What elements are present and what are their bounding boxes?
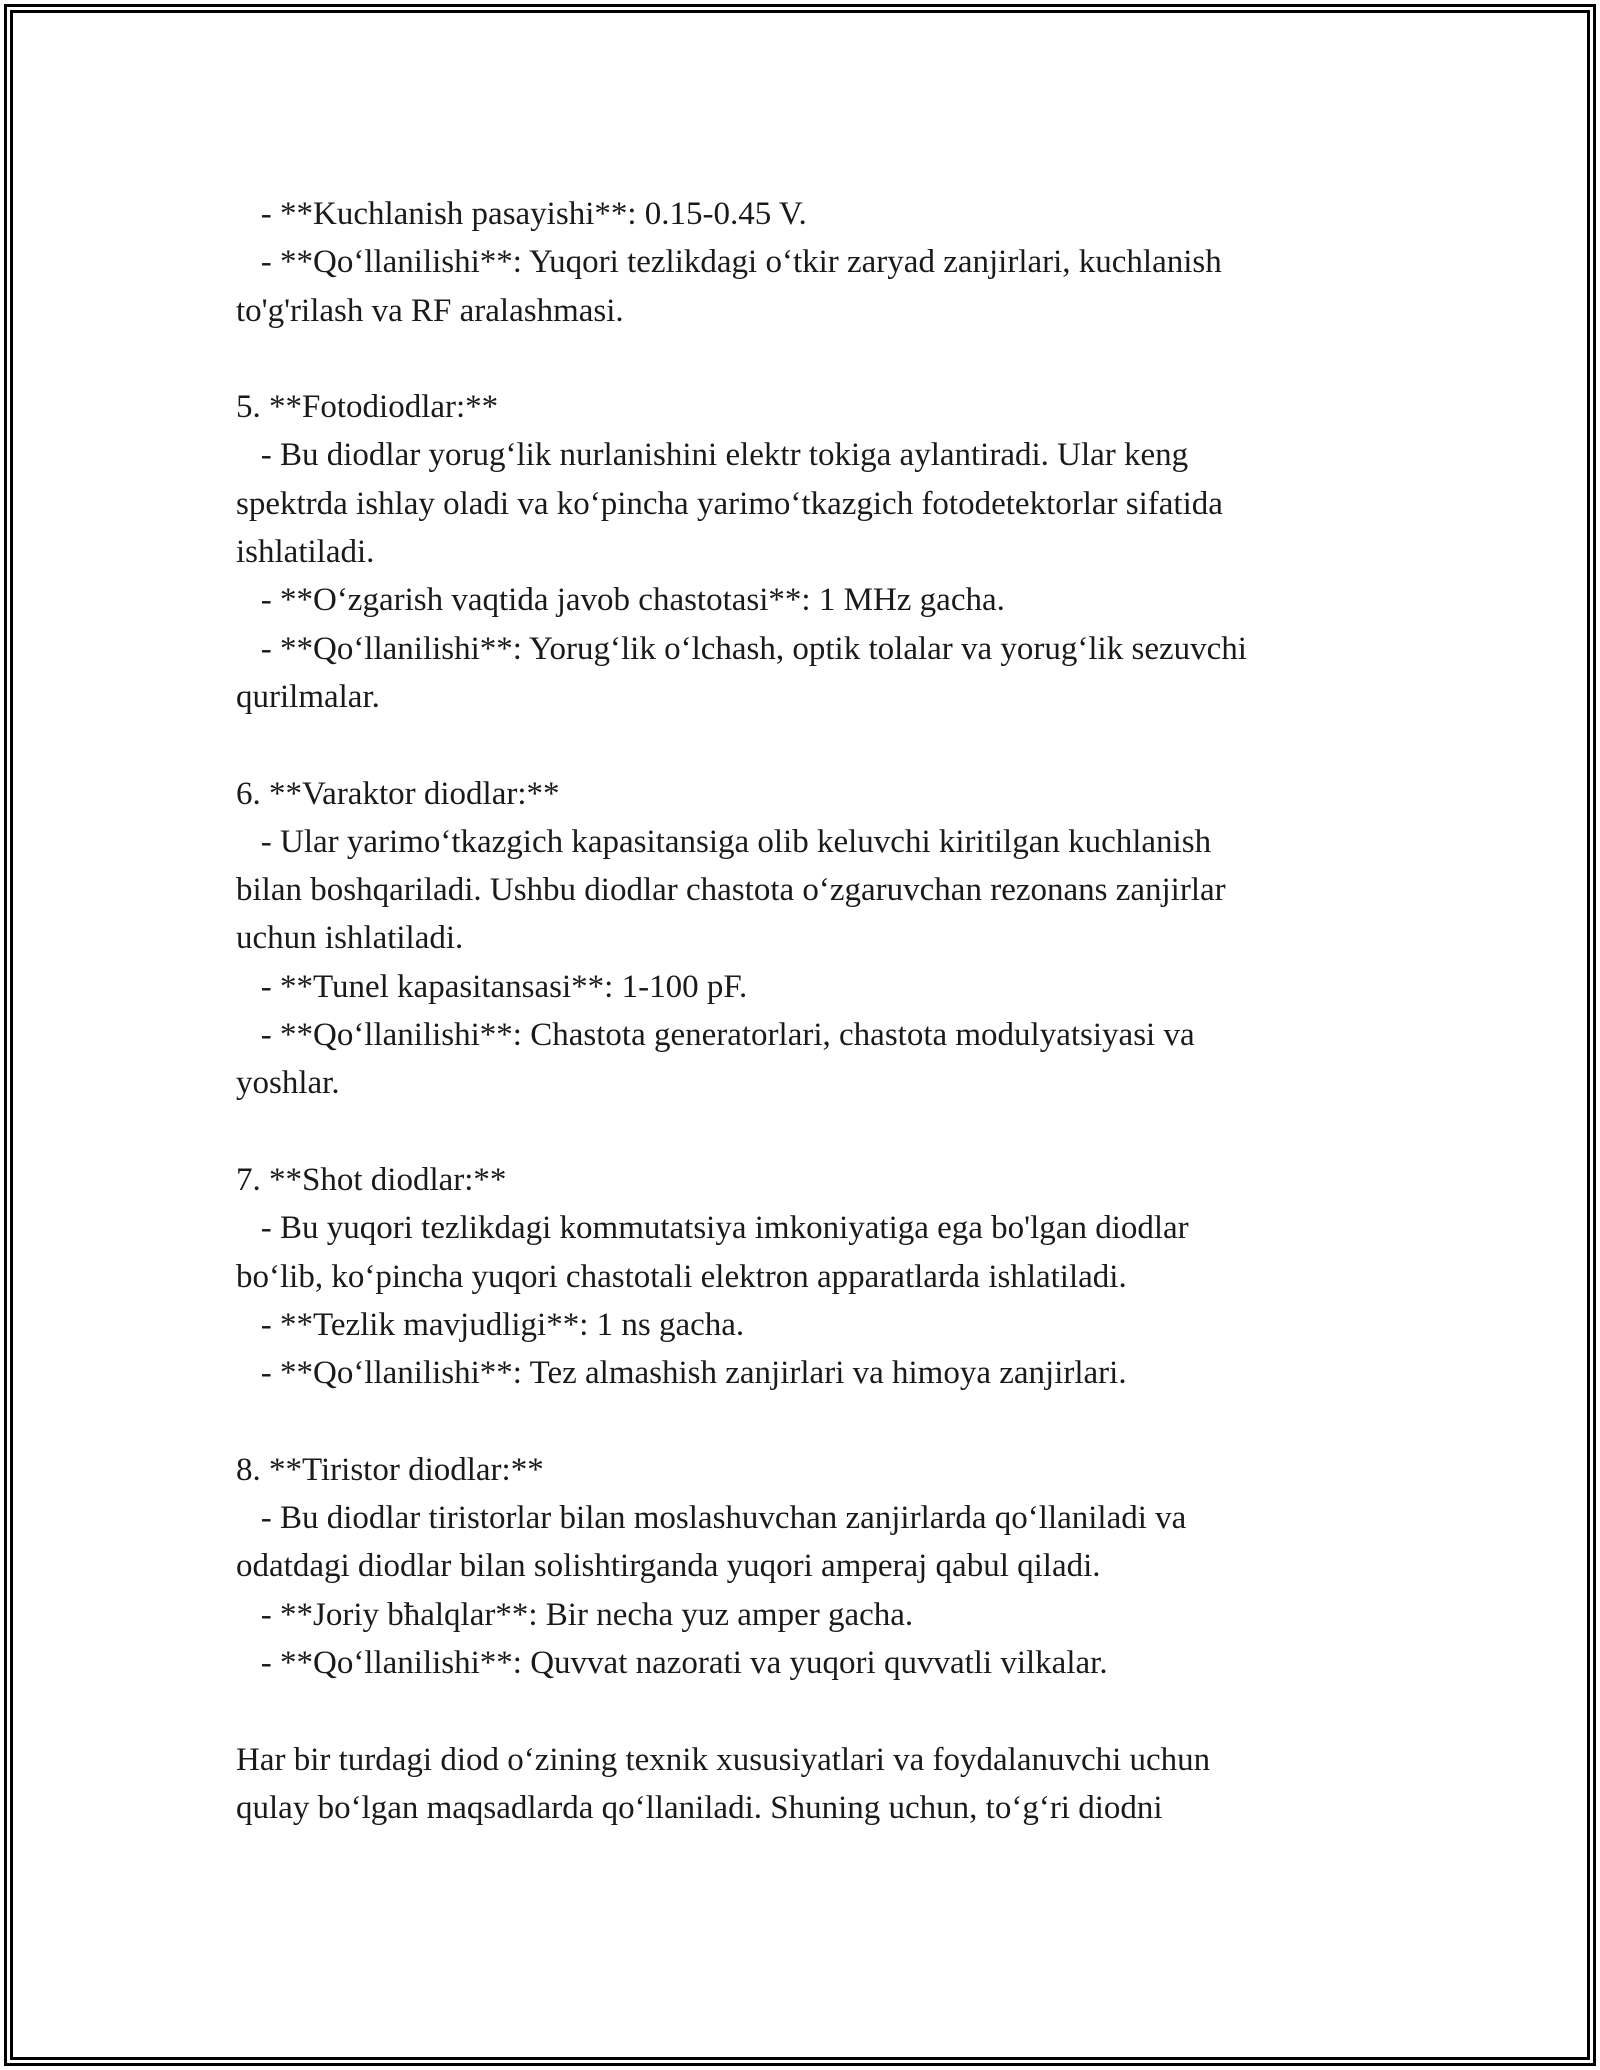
text-line: qulay bo‘lgan maqsadlarda qo‘llaniladi. Shuning uchun, to‘g‘ri diodni: [236, 1789, 1163, 1826]
text-line: qurilmalar.: [236, 678, 380, 715]
text-line: - Bu yuqori tezlikdagi kommutatsiya imkoniyatiga ega bo'lgan diodlar: [236, 1210, 1189, 1247]
blank-line: [236, 1687, 1396, 1735]
document-body: [236, 190, 1396, 1832]
blank-line: [236, 1108, 1396, 1156]
text-line: - **Tezlik mavjudligi**: 1 ns gacha.: [236, 1306, 745, 1343]
text-line: - **Qo‘llanilishi**: Yorug‘lik o‘lchash, optik tolalar va yorug‘lik sezuvchi: [236, 630, 1247, 667]
section-heading: 7. **Shot diodlar:**: [236, 1161, 507, 1198]
text-line: - **Qo‘llanilishi**: Quvvat nazorati va yuqori quvvatli vilkalar.: [236, 1644, 1108, 1681]
text-line: to'g'rilash va RF aralashmasi.: [236, 292, 624, 329]
blank-line: [236, 721, 1396, 769]
section-heading: 5. **Fotodiodlar:**: [236, 389, 499, 426]
text-line: - **Joriy bħalqlar**: Bir necha yuz amper gacha.: [236, 1596, 914, 1633]
text-line: - **Qo‘llanilishi**: Yuqori tezlikdagi o‘tkir zaryad zanjirlari, kuchlanish: [236, 244, 1222, 281]
text-line: - Bu diodlar tiristorlar bilan moslashuvchan zanjirlarda qo‘llaniladi va: [236, 1500, 1187, 1537]
text-line: Har bir turdagi diod o‘zining texnik xususiyatlari va foydalanuvchi uchun: [236, 1741, 1211, 1778]
section-heading: 6. **Varaktor diodlar:**: [236, 775, 560, 812]
text-line: odatdagi diodlar bilan solishtirganda yuqori amperaj qabul qiladi.: [236, 1548, 1101, 1585]
text-line: ishlatiladi.: [236, 534, 375, 571]
text-line: - **Qo‘llanilishi**: Tez almashish zanjirlari va himoya zanjirlari.: [236, 1355, 1127, 1392]
text-line: - **Kuchlanish pasayishi**: 0.15-0.45 V.: [236, 196, 807, 232]
text-line: - **Tunel kapasitansasi**: 1-100 pF.: [236, 968, 748, 1005]
text-line: - Bu diodlar yorug‘lik nurlanishini elektr tokiga aylantiradi. Ular keng: [236, 437, 1189, 474]
section-heading: 8. **Tiristor diodlar:**: [236, 1451, 544, 1488]
text-line: - Ular yarimo‘tkazgich kapasitansiga olib keluvchi kiritilgan kuchlanish: [236, 823, 1212, 860]
blank-line: [236, 1397, 1396, 1445]
text-line: uchun ishlatiladi.: [236, 920, 464, 957]
text-line: bo‘lib, ko‘pincha yuqori chastotali elektron apparatlarda ishlatiladi.: [236, 1258, 1127, 1295]
text-line: bilan boshqariladi. Ushbu diodlar chastota o‘zgaruvchan rezonans zanjirlar: [236, 872, 1226, 909]
text-line: yoshlar.: [236, 1065, 340, 1102]
text-line: - **O‘zgarish vaqtida javob chastotasi**: 1 MHz gacha.: [236, 582, 1005, 619]
text-line: - **Qo‘llanilishi**: Chastota generatorlari, chastota modulyatsiyasi va: [236, 1017, 1195, 1054]
text-line: spektrda ishlay oladi va ko‘pincha yarimo‘tkazgich fotodetektorlar sifatida: [236, 485, 1223, 522]
blank-line: [236, 335, 1396, 383]
